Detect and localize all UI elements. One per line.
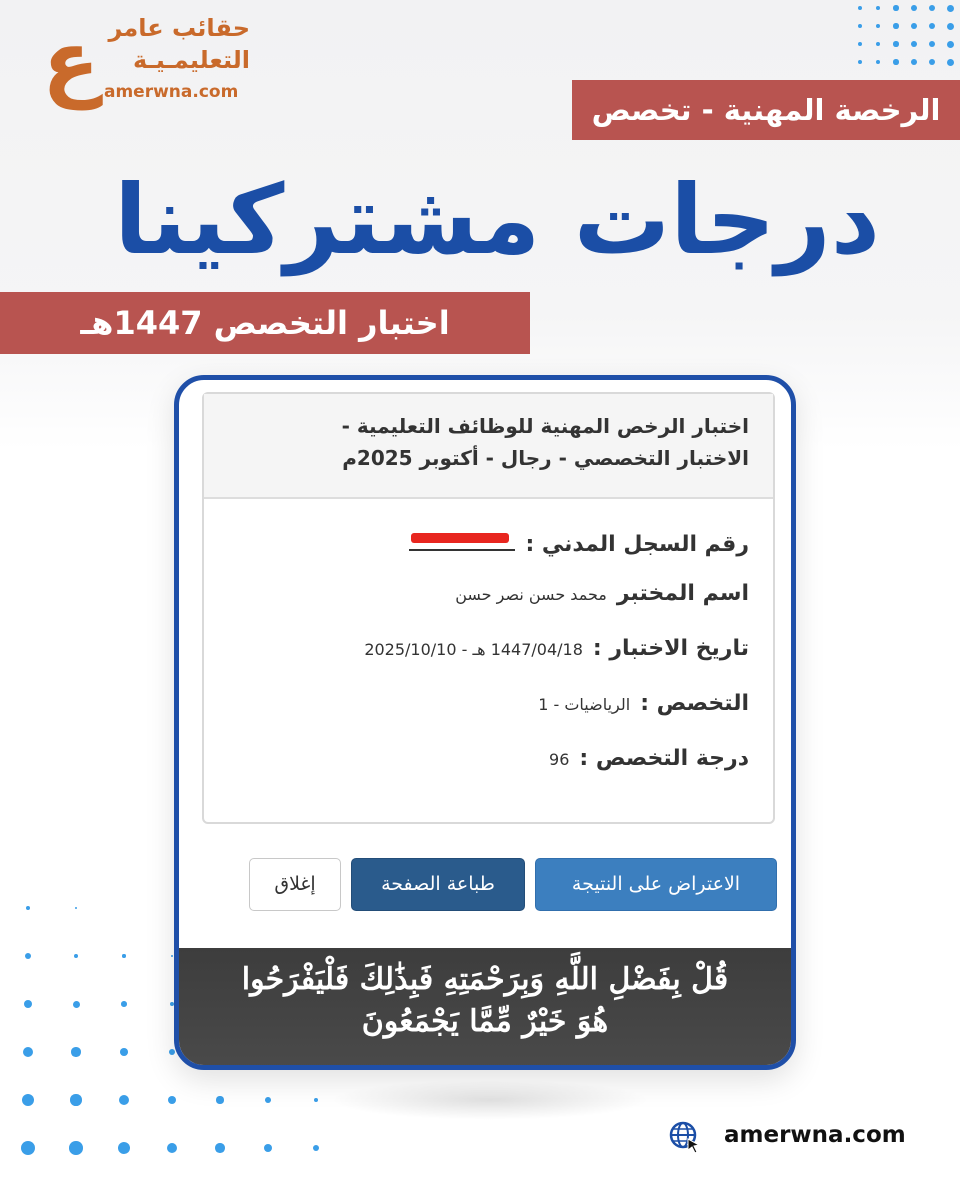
decorative-dot: [929, 23, 935, 29]
decorative-dot: [73, 1001, 80, 1008]
decorative-dot: [118, 1142, 130, 1154]
decorative-dot: [74, 954, 79, 959]
decorative-dot: [120, 1048, 128, 1056]
decorative-dot: [169, 1049, 175, 1055]
decorative-dot: [26, 906, 30, 910]
specialization-label: التخصص :: [640, 691, 749, 716]
decorative-dot: [215, 1143, 224, 1152]
decorative-dot: [122, 954, 125, 957]
specialization-value: الرياضيات - 1: [538, 695, 631, 714]
decorative-dot: [216, 1096, 223, 1103]
decorative-dot: [168, 1096, 177, 1105]
decorative-dot: [22, 1094, 35, 1107]
civil-id-label: رقم السجل المدني :: [525, 532, 749, 557]
decorative-dot: [121, 1001, 127, 1007]
score-value: 96: [549, 750, 570, 769]
candidate-name-value: محمد حسن نصر حسن: [455, 585, 607, 604]
field-exam-date: [364, 636, 749, 661]
field-specialization: [538, 691, 749, 716]
decorative-dot: [70, 1094, 81, 1105]
verse-line1: قُلْ بِفَضْلِ اللَّهِ وَبِرَحْمَتِهِ فَبِذَٰلِكَ فَلْيَفْرَحُوا: [241, 962, 729, 997]
exam-title-line1: اختبار الرخص المهنية للوظائف التعليمية -: [341, 414, 749, 438]
redaction-underline: [409, 549, 515, 551]
field-civil-id: [409, 527, 749, 557]
decorative-dot: [314, 1098, 318, 1102]
card-shadow: [330, 1080, 650, 1120]
decorative-dot: [71, 1047, 80, 1056]
print-page-button[interactable]: طباعة الصفحة: [351, 858, 525, 911]
score-label: درجة التخصص :: [579, 746, 749, 771]
decorative-dot: [893, 5, 898, 10]
decorative-dot: [929, 41, 935, 47]
candidate-name-label: اسم المختبر: [616, 581, 749, 606]
decorative-dot: [929, 5, 935, 11]
decorative-dot: [911, 23, 917, 29]
decorative-dot: [313, 1145, 320, 1152]
decorative-dot: [876, 24, 881, 29]
decorative-dot: [893, 23, 898, 28]
decorative-dot: [893, 41, 898, 46]
verse-line2: هُوَ خَيْرٌ مِّمَّا يَجْمَعُونَ: [361, 1004, 609, 1039]
decorative-dot: [69, 1141, 83, 1155]
decorative-dot: [858, 42, 862, 46]
redaction-mark: [411, 533, 509, 543]
exam-date-value: 1447/04/18 هـ - 2025/10/10: [364, 640, 583, 659]
redacted-civil-id: [409, 527, 515, 551]
logo-mark: ع: [42, 12, 100, 110]
decorative-dot: [23, 1047, 34, 1058]
decorative-dot: [858, 6, 862, 10]
footer-url[interactable]: amerwna.com: [724, 1122, 906, 1148]
decorative-dot: [876, 60, 881, 65]
page-headline: درجات مشتركينا: [114, 164, 880, 276]
field-candidate-name: [455, 581, 749, 606]
result-panel: [202, 392, 775, 824]
top-banner: الرخصة المهنية - تخصص: [572, 80, 960, 140]
decorative-dot: [911, 41, 917, 47]
close-button[interactable]: إغلاق: [249, 858, 341, 911]
exam-date-label: تاريخ الاختبار :: [592, 636, 749, 661]
decorative-dot: [947, 41, 954, 48]
decorative-dot: [911, 59, 917, 65]
decorative-dot: [876, 42, 881, 47]
brand-logo: [38, 12, 268, 110]
decorative-dot: [264, 1144, 272, 1152]
decorative-dot: [876, 6, 881, 11]
decorative-dot: [265, 1097, 271, 1103]
exam-title-line2: الاختبار التخصصي - رجال - أكتوبر 2025م: [342, 446, 749, 470]
result-card: [174, 375, 796, 1070]
logo-name-line2: التعليمـيـة: [132, 46, 250, 74]
decorative-dot: [21, 1141, 35, 1155]
decorative-dot: [25, 953, 31, 959]
exam-banner: اختبار التخصص 1447هـ: [0, 292, 530, 354]
objection-button[interactable]: الاعتراض على النتيجة: [535, 858, 777, 911]
decorative-dot: [24, 1000, 32, 1008]
footer-link[interactable]: [668, 1118, 918, 1158]
quran-verse-box: [179, 948, 791, 1070]
result-panel-header: [204, 394, 773, 499]
decorative-dot: [167, 1143, 178, 1154]
logo-url: amerwna.com: [104, 82, 239, 102]
decorative-dot: [911, 5, 917, 11]
decorative-dot: [947, 23, 954, 30]
decorative-dot: [75, 907, 78, 910]
decorative-dot: [947, 59, 954, 66]
decorative-dot: [119, 1095, 129, 1105]
decorative-dot: [858, 24, 862, 28]
decorative-dot: [858, 60, 862, 64]
decorative-dot: [171, 955, 173, 957]
decorative-dot: [893, 59, 898, 64]
globe-cursor-icon: [668, 1120, 702, 1154]
field-specialization-score: [549, 746, 749, 771]
logo-name-line1: حقائب عامر: [108, 14, 250, 42]
decorative-dot: [947, 5, 954, 12]
decorative-dot: [929, 59, 935, 65]
decorative-dots-top-right: [850, 0, 960, 80]
